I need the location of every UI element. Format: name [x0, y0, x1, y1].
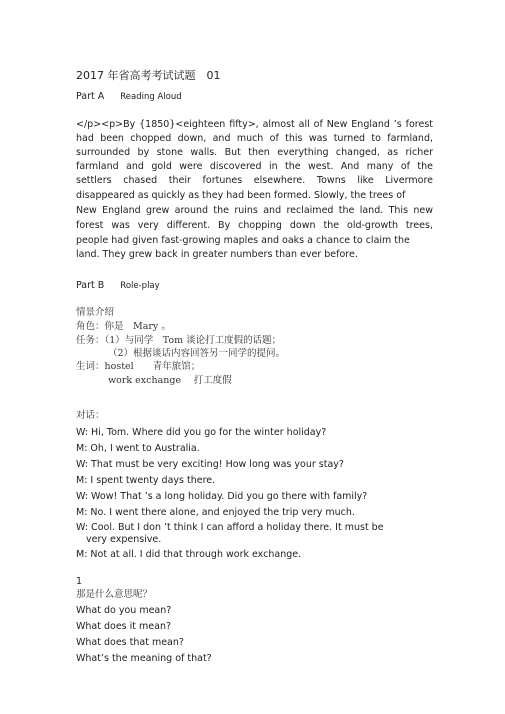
dialogue-line: M: I spent twenty days there. — [76, 475, 216, 486]
part-a-name: Reading Aloud — [120, 92, 182, 102]
passage-line: New England grew around the ruins and reclaimed the land. This new — [76, 205, 433, 216]
passage-line: people had given fast-growing maples and oaks a chance to claim the — [76, 235, 410, 246]
vocab-line — [76, 361, 200, 373]
dialogue-line: M: Not at all. I did that through work exchange. — [76, 549, 302, 560]
answer-option: What do you mean? — [76, 605, 172, 616]
scene-task-1: 任务：（1）与同学 Tom 谈论打工度假的话题； — [76, 335, 282, 346]
part-b-heading — [76, 280, 160, 292]
dialogue-line: very expensive. — [86, 534, 162, 545]
passage-line: had been chopped down, and much of this was turned to farmland, — [76, 133, 433, 144]
dialogue-line: W: Hi, Tom. Where did you go for the winter holiday? — [76, 427, 327, 438]
answer-option: What does that mean? — [76, 637, 184, 648]
dialogue-heading: 对话： — [76, 410, 105, 421]
scene-task-2: （2）根据谈话内容回答另一同学的提问。 — [108, 348, 286, 359]
vocab-item-hostel: hostel 青年旅馆； — [104, 361, 201, 372]
dialogue-line: W: Cool. But I don ’t think I can afford a holiday there. It must be — [76, 522, 384, 533]
dialogue-line: M: No. I went there alone, and enjoyed the trip very much. — [76, 507, 355, 518]
answer-option: What does it mean? — [76, 621, 172, 632]
passage-line: forest was very different. By chopping down the old-growth trees, — [76, 220, 433, 231]
answer-option: What’s the meaning of that? — [76, 653, 212, 664]
passage-line: disappeared as quickly as they had been formed. Slowly, the trees of — [76, 190, 406, 201]
question-number: 1 — [76, 576, 83, 587]
question-prompt: 那是什么意思呢？ — [76, 589, 153, 600]
scene-heading: 情景介绍 — [76, 307, 115, 318]
page-title: 2017 年省高考考试试题 01 — [76, 69, 221, 82]
passage-line: farmland and gold were discovered in the west. And many of the — [76, 161, 433, 172]
part-a-heading — [76, 91, 182, 103]
dialogue-line: W: That must be very exciting! How long was your stay? — [76, 459, 344, 470]
part-b-name: Role-play — [120, 281, 160, 291]
passage-line: land. They grew back in greater numbers than ever before. — [76, 249, 358, 260]
vocab-item-work-exchange: work exchange 打工度假 — [108, 375, 232, 386]
passage-line: surrounded by stone walls. But then everything changed, as richer — [76, 147, 433, 158]
part-a-label: Part A — [76, 91, 105, 102]
passage-line: settlers chased their fortunes elsewhere. Towns like Livermore — [76, 175, 433, 186]
dialogue-line: W: Wow! That ’s a long holiday. Did you go there with family? — [76, 491, 368, 502]
passage-line: </p><p>By {1850}<eighteen fifty>, almost all of New England ’s forest — [76, 119, 433, 130]
vocab-label: 生词： — [76, 361, 105, 372]
scene-role: 角色：你是 Mary 。 — [76, 321, 171, 332]
part-b-label: Part B — [76, 280, 105, 291]
dialogue-line: M: Oh, I went to Australia. — [76, 443, 200, 454]
